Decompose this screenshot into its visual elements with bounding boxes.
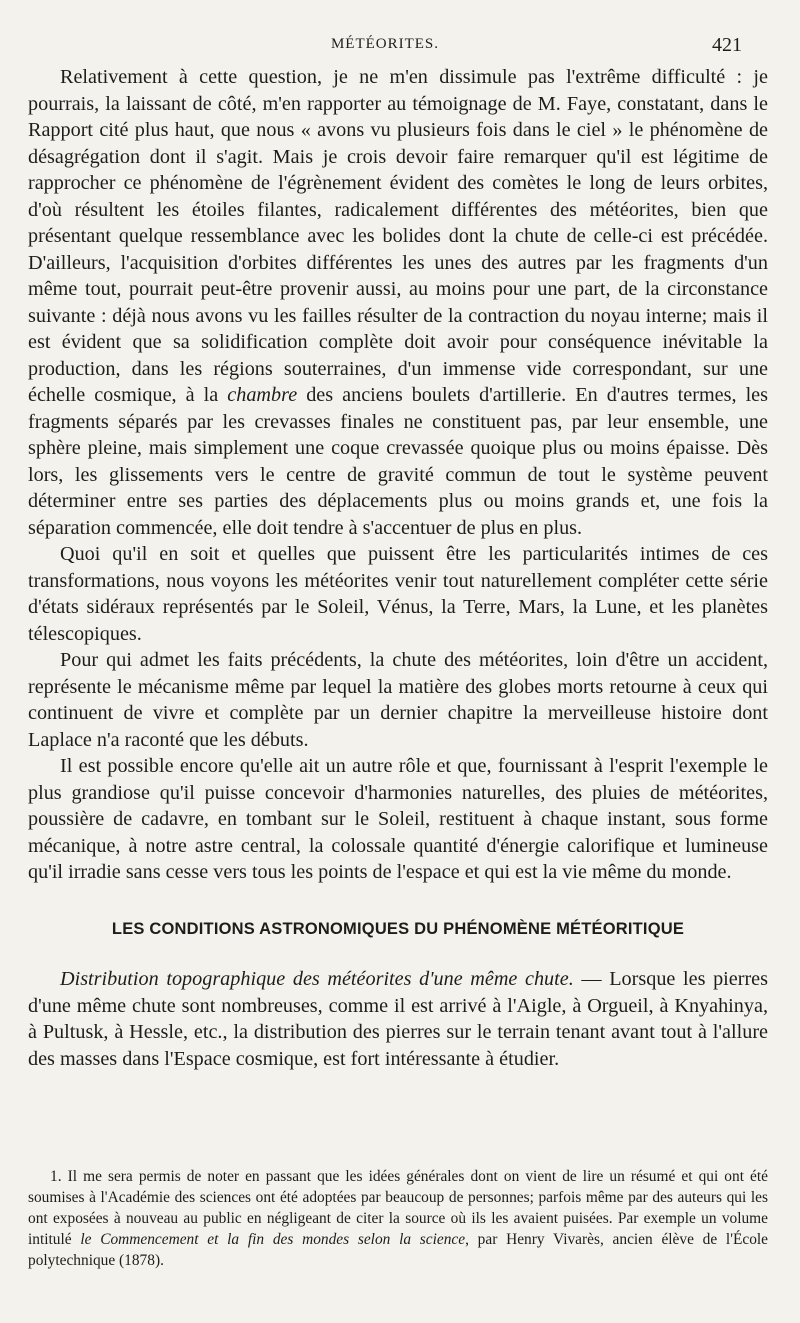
footnote-book-title: le Commencement et la fin des mondes selon la science	[80, 1231, 466, 1248]
footnote-text-end: , par Henry Vivarès, ancien élève de l'École polytechnique (1878).	[28, 1231, 769, 1269]
page-header	[28, 30, 742, 60]
paragraph-text: des anciens boulets d'artillerie. En d'autres termes, les fragments séparés par les crevasses finales ne constituent pas, par leur ensemble, une sphère pleine, mais simplement une coque crevassée quoique plus ou moins épaisse. Dès lors, les glissements vers le centre de gravité commun de tout le système peuvent déterminer entre ses parties des déplacements plus ou moins grands et, une fois la séparation commencée, elle doit tendre à s'accentuer de plus en plus.	[28, 384, 769, 539]
paragraph-text: Relativement à cette question, je ne m'en dissimule pas l'extrême difficulté : je pourrais, la laissant de côté, m'en rapporter au témoignage de M. Faye, constatant, dans le Rapport cité plus haut, que nous « avons vu plusieurs fois dans le ciel » le phénomène de désagrégation dont il s'agit. Mais je crois devoir faire remarquer qu'il est légitime de rapprocher ce phénomène de l'égrènement évident des comètes le long de leurs orbites, d'où résultent les étoiles filantes, radicalement différentes des météorites, bien que présentant quelque ressemblance avec les bolides dont la chute de celle-ci est précédée. D'ailleurs, l'acquisition d'orbites différentes les unes des autres par les fragments d'un même tout, pourrait peut-être provenir aussi, au moins pour une part, de la circonstance suivante : déjà nous avons vu les failles résulter de la contraction du noyau interne; mais il est évident que sa solidification complète doit avoir pour conséquence inévitable la production, dans les régions souterraines, d'un immense vide correspondant, sur une échelle cosmique, à la	[28, 66, 768, 406]
section-lede-text: — Lorsque les pierres d'une même chute sont nombreuses, comme il est arrivé à l'Aigle, à Orgueil, à Knyahinya, à Pultusk, à Hessle, etc., la distribution des pierres sur le terrain tenant avant tout à l'allure des masses dans l'Espace cosmique, est fort intéressante à étudier.	[28, 968, 768, 1070]
section-heading: LES CONDITIONS ASTRONOMIQUES DU PHÉNOMÈNE MÉTÉORITIQUE	[111, 919, 685, 938]
italic-word: chambre	[227, 384, 298, 406]
paragraph: Il est possible encore qu'elle ait un autre rôle et que, fournissant à l'esprit l'exemple le plus grandiose qu'il puisse concevoir d'harmonies naturelles, des pluies de météorites, poussière de cadavre, en tombant sur le Soleil, restituent à chaque instant, sous forme mécanique, à notre astre central, la colossale quantité d'énergie calorifique et lumineuse qu'il irradie sans cesse vers tous les points de l'espace et qui est la vie même du monde.	[28, 755, 768, 883]
page-number: 421	[712, 34, 742, 56]
section-lede-paragraph	[28, 966, 768, 1072]
footnote	[28, 1166, 768, 1271]
paragraph: Pour qui admet les faits précédents, la chute des météorites, loin d'être un accident, représente le mécanisme même par lequel la matière des globes morts retourne à ceux qui continuent de vivre et complète par un dernier chapitre la merveilleuse histoire dont Laplace n'a raconté que les débuts.	[28, 649, 768, 751]
body-text	[28, 64, 768, 1072]
footnote-text: 1. Il me sera permis de noter en passant que les idées générales dont on vient de lire un résumé et qui ont été soumises à l'Académie des sciences ont été adoptées par beaucoup de personnes; parfois même par des auteurs qui les ont exposées à nouveau au public en négligeant de citer la source où ils les avaient puisées. Par exemple un volume intitulé	[28, 1168, 768, 1248]
paragraph	[28, 64, 768, 541]
paragraph: Quoi qu'il en soit et quelles que puissent être les particularités intimes de ces transformations, nous voyons les météorites venir tout naturellement compléter cette série d'états sidéraux représentés par le Soleil, Vénus, la Terre, Mars, la Lune, et les planètes télescopiques.	[28, 543, 768, 645]
section-lede-title: Distribution topographique des météorites d'une même chute.	[60, 968, 574, 990]
running-head: MÉTÉORITES.	[330, 36, 440, 52]
